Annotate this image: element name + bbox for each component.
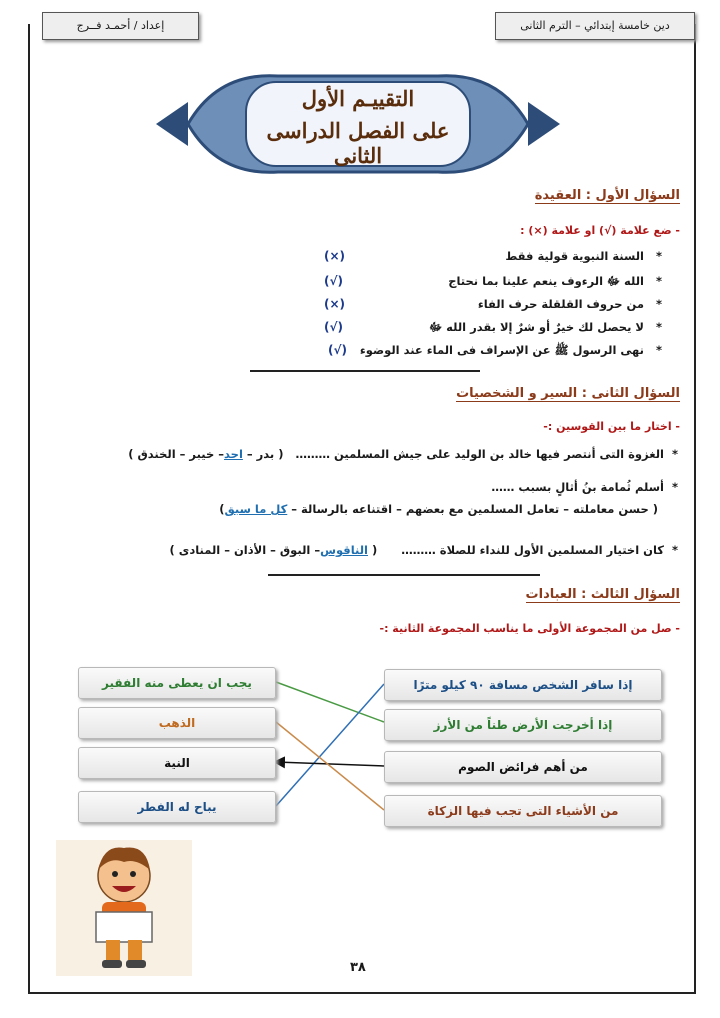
match-right-item: من الأشياء التى تجب فيها الزكاة bbox=[384, 795, 662, 827]
q2-heading: السؤال الثانى : السير و الشخصيات bbox=[456, 386, 680, 401]
match-left-item: يجب ان يعطى منه الفقير bbox=[78, 667, 276, 699]
q2-item: * أسلم ثُمامة بنُ أثالٍ بسبب …… bbox=[491, 480, 678, 494]
q2-instruction: - اختار ما بين القوسين :- bbox=[543, 420, 680, 433]
q2-answer: الناقوس bbox=[320, 543, 368, 557]
cartoon-boy-illustration bbox=[56, 840, 192, 976]
q1-item: * الله ﷻ الرءوف ينعم علينا بما نحتاج bbox=[448, 274, 662, 288]
q1-mark: (√) bbox=[324, 274, 343, 288]
q1-mark: (×) bbox=[324, 249, 346, 263]
q1-heading: السؤال الأول : العقيدة bbox=[534, 188, 680, 203]
match-right-item: إذا سافر الشخص مسافة ٩٠ كيلو مترًا bbox=[384, 669, 662, 701]
q1-item: * لا يحصل لك خيرٌ أو شرٌ إلا بقدر الله ﷻ bbox=[429, 320, 662, 334]
q1-mark: (×) bbox=[324, 297, 346, 311]
course-label: دين خامسة إبتدائي – الترم الثانى bbox=[495, 12, 695, 40]
q3-heading: السؤال الثالث : العبادات bbox=[525, 587, 680, 602]
page-number: ٣٨ bbox=[350, 960, 366, 975]
match-left-item: يباح له الفطر bbox=[78, 791, 276, 823]
q2-options: ( حسن معاملته – تعامل المسلمين مع بعضهم – اقتناعه بالرسالة – كل ما سبق) bbox=[219, 502, 658, 516]
q2-answer: كل ما سبق bbox=[224, 502, 288, 516]
match-left-item: النية bbox=[78, 747, 276, 779]
q1-mark: (√) bbox=[324, 320, 343, 334]
title-line-1: التقييـم الأول bbox=[301, 86, 415, 111]
q2-answer: احد bbox=[224, 447, 243, 461]
q1-item: * من حروف القلقلة حرف الفاء bbox=[477, 297, 662, 311]
match-left-item: الذهب bbox=[78, 707, 276, 739]
title-line-2: على الفصل الدراسى الثانى bbox=[266, 118, 450, 168]
q1-mark: (√) bbox=[328, 343, 347, 357]
q1-item: * نهى الرسول ﷺ عن الإسراف فى الماء عند الوضوء bbox=[359, 343, 662, 357]
match-right-item: إذا أخرجت الأرض طناً من الأرز bbox=[384, 709, 662, 741]
q3-instruction: - صل من المجموعة الأولى ما يناسب المجموعة الثانية :- bbox=[379, 622, 680, 635]
q1-item: * السنة النبوية قولية فقط bbox=[505, 249, 662, 263]
q2-item: * كان اختيار المسلمين الأول للنداء للصلاة ……… ( الناقوس– البوق – الأذان – المنادى ) bbox=[169, 543, 678, 557]
q2-item: * الغزوة التى أنتصر فيها خالد بن الوليد على جيش المسلمين ……… ( بدر – احد– خيبر – الخندق ) bbox=[128, 447, 678, 461]
q1-instruction: - ضع علامة (√) او علامة (×) : bbox=[520, 224, 680, 237]
author-label: إعداد / أحمـد فــرج bbox=[42, 12, 199, 40]
match-right-item: من أهم فرائض الصوم bbox=[384, 751, 662, 783]
